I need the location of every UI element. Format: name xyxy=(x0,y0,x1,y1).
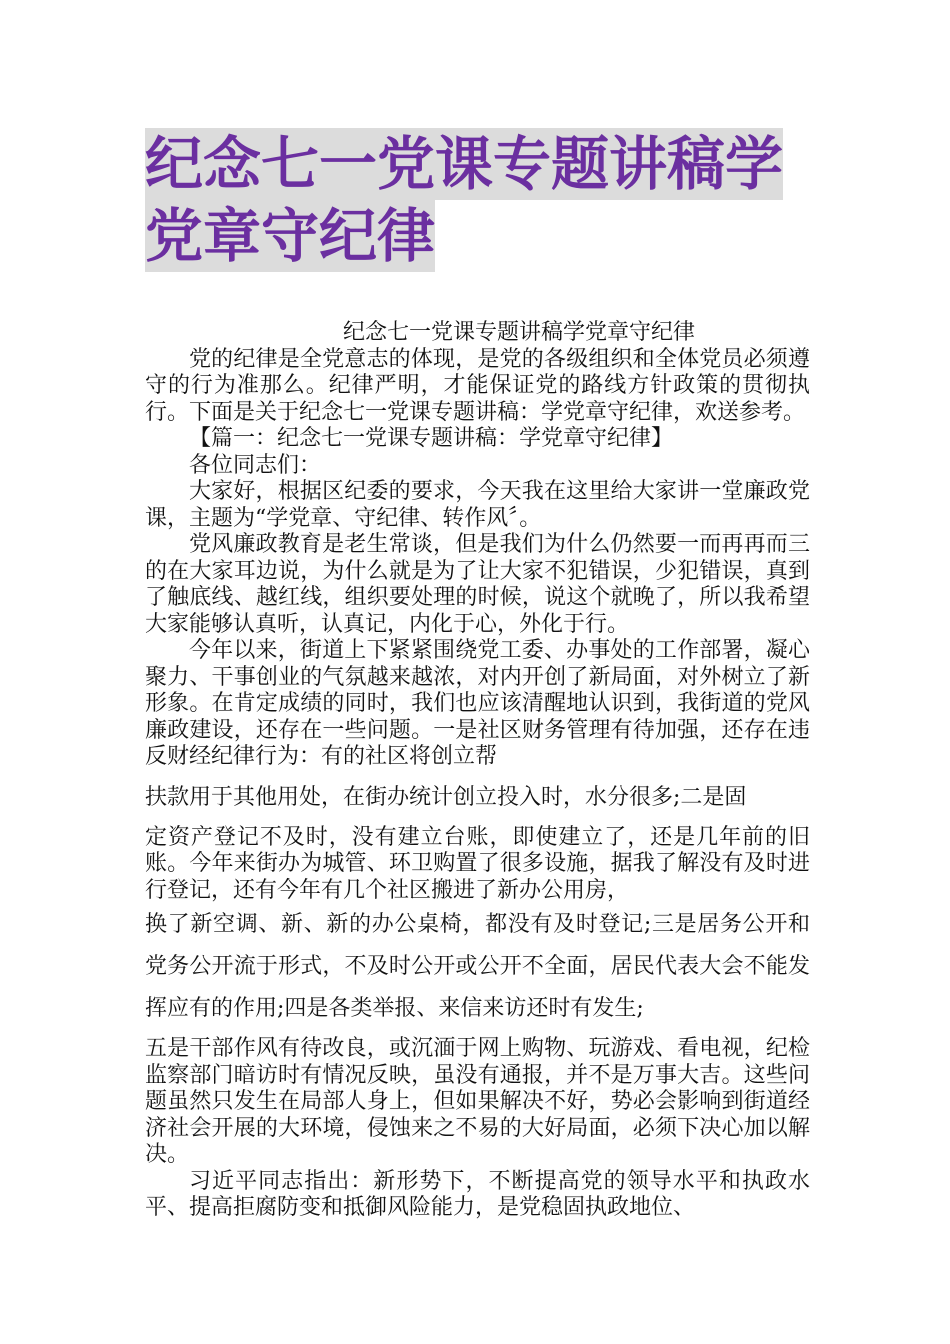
paragraph-intro: 党的纪律是全党意志的体现，是党的各级组织和全体党员必须遵守的行为准那么。纪律严明，才能保证党的路线方针政策的贯彻执行。下面是关于纪念七一党课专题讲稿：学党章守纪律，欢送参考。 xyxy=(145,346,810,425)
paragraph: 党风廉政教育是老生常谈，但是我们为什么仍然要一而再再而三的在大家耳边说，为什么就是为了让大家不犯错误，少犯错误，真到了触底线、越红线，组织要处理的时候，说这个就晚了，所以我希望大家能够认真听，认真记，内化于心，外化于行。 xyxy=(145,532,810,637)
title-line-1: 纪念七一党课专题讲稿学 xyxy=(145,130,784,198)
paragraph: 习近平同志指出：新形势下，不断提高党的领导水平和执政水平、提高拒腐防变和抵御风险能力，是党稳固执政地位、 xyxy=(145,1168,810,1220)
paragraph-continuation: 五是干部作风有待改良，或沉湎于网上购物、玩游戏、看电视，纪检监察部门暗访时有情况反映，虽没有通报，并不是万事大吉。这些问题虽然只发生在局部人身上，但如果解决不好，势必会影响到街道经济社会开展的大环境，侵蚀来之不易的大好局面，必须下决心加以解决。 xyxy=(145,1036,810,1167)
title-line-2: 党章守纪律 xyxy=(145,202,436,270)
salutation: 各位同志们： xyxy=(189,452,322,478)
paragraph-continuation: 换了新空调、新、新的办公桌椅，都没有及时登记;三是居务公开和党务公开流于形式，不及时公开或公开不全面，居民代表大会不能发挥应有的作用;四是各类举报、来信来访还时有发生; xyxy=(145,912,810,1021)
section-heading: 【篇一：纪念七一党课专题讲稿：学党章守纪律】 xyxy=(189,426,674,451)
paragraph-continuation: 扶款用于其他用处，在街办统计创立投入时，水分很多;二是固 xyxy=(145,784,747,810)
subtitle: 纪念七一党课专题讲稿学党章守纪律 xyxy=(343,320,696,345)
paragraph-continuation: 定资产登记不及时，没有建立台账，即使建立了，还是几年前的旧账。今年来街办为城管、环卫购置了很多设施，据我了解没有及时进行登记，还有今年有几个社区搬进了新办公用房， xyxy=(145,824,810,903)
document-title xyxy=(145,128,810,272)
paragraph: 大家好，根据区纪委的要求，今天我在这里给大家讲一堂廉政党课，主题为“学党章、守纪律、转作风〞。 xyxy=(145,479,810,531)
document-body xyxy=(145,320,810,1222)
paragraph: 今年以来，街道上下紧紧围绕党工委、办事处的工作部署，凝心聚力、干事创业的气氛越来越浓，对内开创了新局面，对外树立了新形象。在肯定成绩的同时，我们也应该清醒地认识到，我街道的党风廉政建设，还存在一些问题。一是社区财务管理有待加强，还存在违反财经纪律行为：有的社区将创立帮 xyxy=(145,638,810,769)
